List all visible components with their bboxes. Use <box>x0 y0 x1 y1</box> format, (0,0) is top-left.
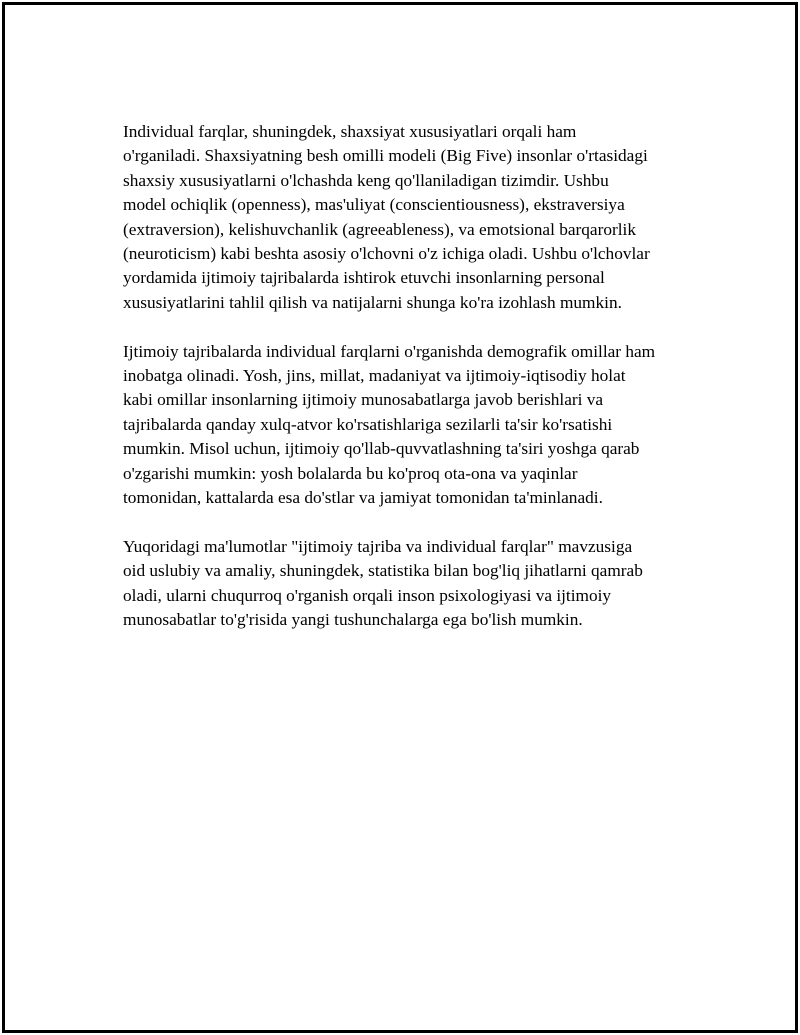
paragraph-1: Individual farqlar, shuningdek, shaxsiyat xususiyatlari orqali ham o'rganiladi. Shaxsiyatning besh omilli modeli (Big Five) insonlar o'rtasidagi shaxsiy xususiyatlarni o'lchashda keng qo'llaniladigan tizimdir. Ushbu model ochiqlik (openness), mas'uliyat (conscientiousness), ekstraversiya (extraversion), kelishuvchanlik (agreeableness), va emotsional barqarorlik (neuroticism) kabi beshta asosiy o'lchovni o'z ichiga oladi. Ushbu o'lchovlar yordamida ijtimoiy tajribalarda ishtirok etuvchi insonlarning personal xususiyatlarini tahlil qilish va natijalarni shunga ko'ra izohlash mumkin. <box>123 122 650 312</box>
paragraph-3: Yuqoridagi ma'lumotlar "ijtimoiy tajriba va individual farqlar" mavzusiga oid uslubiy va amaliy, shuningdek, statistika bilan bog'liq jihatlarni qamrab oladi, ularni chuqurroq o'rganish orqali inson psixologiyasi va ijtimoiy munosabatlar to'g'risida yangi tushunchalarga ega bo'lish mumkin. <box>123 536 643 630</box>
document-body <box>123 120 703 657</box>
paragraph-2: Ijtimoiy tajribalarda individual farqlarni o'rganishda demografik omillar ham inobatga olinadi. Yosh, jins, millat, madaniyat va ijtimoiy-iqtisodiy holat kabi omillar insonlarning ijtimoiy munosabatlarga javob berishlari va tajribalarda qanday xulq-atvor ko'rsatishlariga sezilarli ta'sir ko'rsatishi mumkin. Misol uchun, ijtimoiy qo'llab-quvvatlashning ta'siri yoshga qarab o'zgarishi mumkin: yosh bolalarda bu ko'proq ota-ona va yaqinlar tomonidan, kattalarda esa do'stlar va jamiyat tomonidan ta'minlanadi. <box>123 341 656 508</box>
page-frame <box>2 2 798 1033</box>
